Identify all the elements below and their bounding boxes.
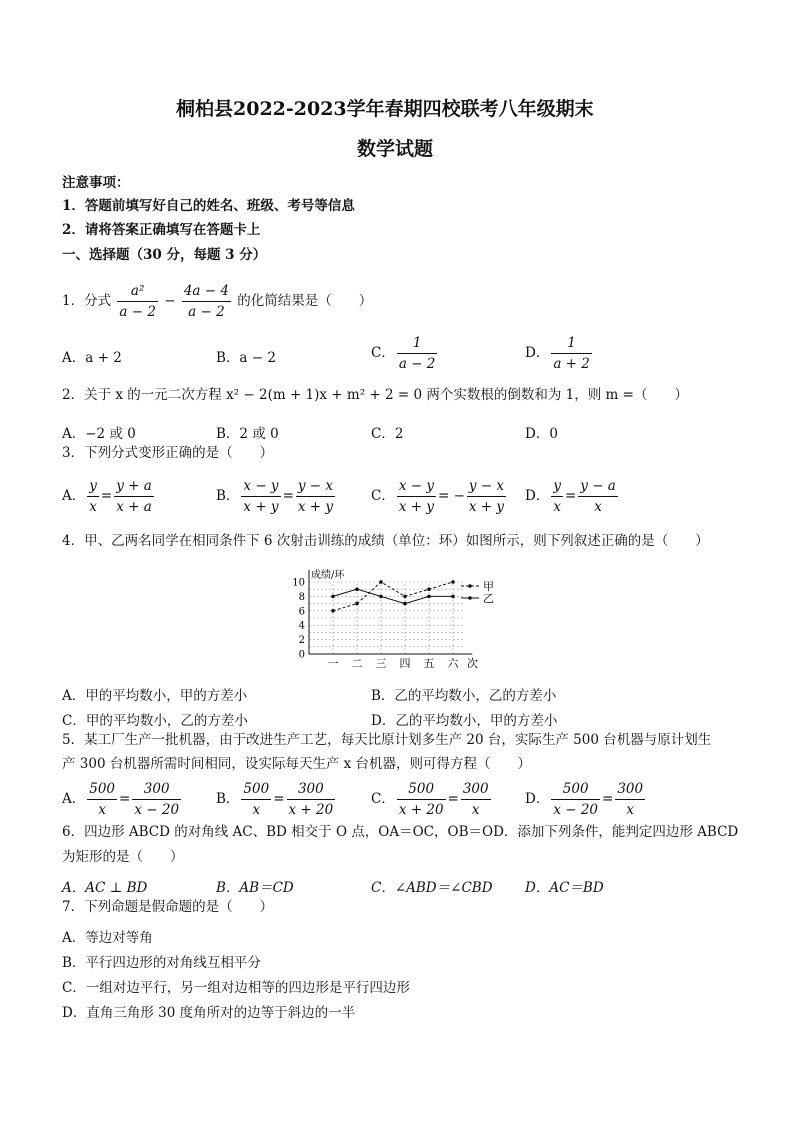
- data-point: [451, 595, 455, 599]
- question-2: 2．关于 x 的一元二次方程 x² − 2(m + 1)x + m² + 2 = 0 两个实数根的倒数和为 1，则 m =（ ）: [62, 387, 688, 403]
- data-point: [451, 580, 455, 584]
- chart-labels: [292, 568, 494, 670]
- q1-option-c: C． $\frac{1}{a - 2}$: [371, 335, 436, 372]
- q7-option-c: C．一组对边平行，另一组对边相等的四边形是平行四边形: [62, 980, 410, 996]
- legend-marker: [468, 596, 472, 600]
- legend-label: 乙: [483, 592, 494, 605]
- q4-option-a: A．甲的平均数小，甲的方差小: [62, 688, 248, 704]
- data-point: [403, 602, 407, 606]
- notice-item-1: 1．答题前填写好自己的姓名、班级、考号等信息: [62, 198, 355, 214]
- q1-fraction-1: $\frac{\text{a²}}{a - 2}$: [119, 283, 156, 320]
- data-point: [427, 587, 431, 591]
- legend-marker: [468, 584, 472, 588]
- q2-option-b: B．2 或 0: [216, 426, 279, 442]
- y-tick-label: 10: [292, 577, 305, 589]
- q7-option-d: D．直角三角形 30 度角所对的边等于斜边的一半: [62, 1005, 356, 1021]
- q5-option-a: A． $\frac{500}{x}$ = $\frac{300}{x - 20}$: [62, 781, 180, 818]
- y-tick-label: 2: [298, 635, 305, 647]
- q1-fraction-2: $\frac{4a - 4}{a - 2}$: [183, 283, 229, 320]
- q5-option-c: C． $\frac{500}{x + 20}$ = $\frac{300}{x}$: [371, 781, 489, 818]
- q1-prefix: 1．分式: [62, 293, 112, 309]
- q3-option-d: D． $\frac{y}{x}$ = $\frac{y - a}{x}$: [525, 478, 616, 515]
- question-6-line-2: 为矩形的是（ ）: [62, 849, 184, 865]
- q7-option-b: B．平行四边形的对角线互相平分: [62, 955, 261, 971]
- question-7: 7．下列命题是假命题的是（ ）: [62, 899, 274, 915]
- y-tick-label: 0: [298, 649, 305, 661]
- chart-grid: [309, 582, 465, 654]
- q5-option-d: D． $\frac{500}{x - 20}$ = $\frac{300}{x}$: [525, 781, 644, 818]
- q6-option-c: C．∠ABD＝∠CBD: [371, 880, 493, 896]
- data-point: [331, 609, 335, 613]
- y-tick-label: 6: [298, 606, 305, 618]
- q4-option-c: C．甲的平均数小，乙的方差小: [62, 713, 248, 729]
- q6-option-d: D．AC＝BD: [525, 880, 604, 896]
- question-4: 4．甲、乙两名同学在相同条件下 6 次射击训练的成绩（单位：环）如图所示，则下列叙述正确的是（ ）: [62, 533, 709, 549]
- y-axis-label: 成绩/环: [311, 570, 345, 581]
- data-point: [403, 595, 407, 599]
- q1-minus: −: [164, 293, 176, 309]
- data-point: [379, 595, 383, 599]
- q1-option-d: D． $\frac{1}{a + 2}$: [525, 335, 590, 372]
- q2-option-c: C．2: [371, 426, 404, 442]
- question-5-line-2: 产 300 台机器所需时间相同，设实际每天生产 x 台机器，则可得方程（ ）: [62, 756, 532, 772]
- question-5-line-1: 5．某工厂生产一批机器，由于改进生产工艺，每天比原计划多生产 20 台，实际生产 500 台机器与原计划生: [62, 732, 712, 748]
- question-6-line-1: 6．四边形 ABCD 的对角线 AC、BD 相交于 O 点，OA＝OC，OB＝OD．添加下列条件，能判定四边形 ABCD: [62, 824, 739, 840]
- y-tick-label: 8: [298, 591, 305, 603]
- q3-option-c: C． $\frac{x - y}{x + y}$ = − $\frac{y - x}{x + y}$: [371, 478, 505, 515]
- section-heading: 一、选择题（30 分，每题 3 分）: [62, 247, 267, 263]
- q7-option-a: A．等边对等角: [62, 930, 153, 946]
- score-line-chart: [285, 558, 515, 673]
- data-point: [355, 602, 359, 606]
- question-3: 3．下列分式变形正确的是（ ）: [62, 445, 274, 461]
- data-point: [355, 587, 359, 591]
- legend-label: 甲: [483, 580, 494, 593]
- x-tick-label: 三: [375, 657, 387, 670]
- x-tick-label: 五: [423, 657, 435, 670]
- y-tick-label: 4: [298, 620, 305, 632]
- q2-option-d: D．0: [525, 426, 558, 442]
- x-tick-label: 四: [399, 657, 411, 670]
- data-point: [427, 595, 431, 599]
- data-point: [379, 580, 383, 584]
- x-tick-label: 六: [447, 657, 459, 670]
- page-title: 桐柏县2022-2023学年春期四校联考八年级期末: [176, 98, 594, 120]
- question-1: [62, 283, 372, 320]
- q1-option-a: A．a + 2: [62, 350, 122, 366]
- q4-option-d: D．乙的平均数小，甲的方差小: [371, 713, 558, 729]
- q5-option-b: B． $\frac{500}{x}$ = $\frac{300}{x + 20}$: [216, 781, 334, 818]
- notice-item-2: 2．请将答案正确填写在答题卡上: [62, 222, 261, 238]
- q6-option-a: A．AC ⊥ BD: [62, 880, 148, 896]
- q1-option-b: B．a − 2: [216, 350, 276, 366]
- data-point: [331, 595, 335, 599]
- notice-heading: 注意事项：: [62, 175, 130, 191]
- q4-option-b: B．乙的平均数小，乙的方差小: [371, 688, 557, 704]
- q6-option-b: B．AB＝CD: [216, 880, 294, 896]
- x-tick-label: 二: [351, 657, 363, 670]
- q3-option-b: B． $\frac{x - y}{x + y}$ = $\frac{y - x}{x + y}$: [216, 478, 334, 515]
- q3-option-a: A． $\frac{y}{x}$ = $\frac{y + a}{x + a}$: [62, 478, 152, 515]
- x-axis-label: 次: [467, 657, 478, 670]
- q2-option-a: A．−2 或 0: [62, 426, 136, 442]
- q1-suffix: 的化简结果是（ ）: [237, 293, 373, 309]
- x-tick-label: 一: [327, 657, 339, 670]
- page-subtitle: 数学试题: [357, 138, 434, 160]
